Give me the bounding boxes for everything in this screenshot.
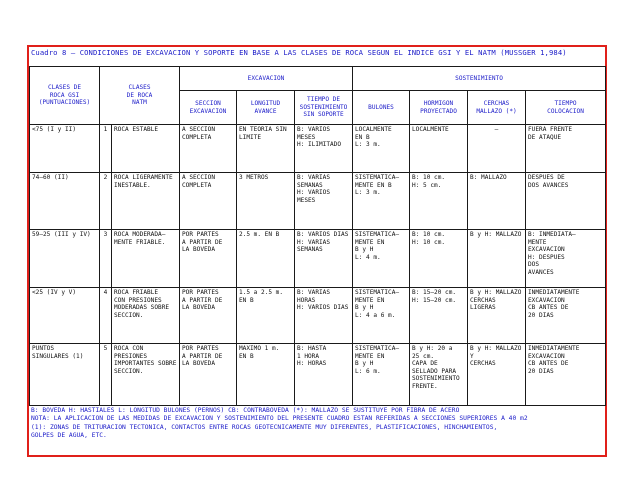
cell-seccion: A SECCION COMPLETA: [180, 125, 237, 173]
header-natm: CLASES DE ROCA NATM: [100, 67, 180, 125]
header-tiempo-colocacion: TIEMPO COLOCACION: [526, 91, 606, 125]
cell-longitud: 3 METROS: [237, 173, 295, 230]
cell-tiempo: B: VARIAS SEMANAS H: VARIOS MESES: [295, 173, 353, 230]
legend-line: B: BOVEDA H: HASTIALES L: LONGITUD BULONES (PERNOS) CB: CONTRABOVEDA (*): MALLAZO SE SUSTITUYE POR FIBRA DE ACERO: [31, 407, 460, 414]
cell-tiempo: B: VARIOS MESES H: ILIMITADO: [295, 125, 353, 173]
header-tiempo-sin-soporte: TIEMPO DE SOSTENIMIENTO SIN SOPORTE: [295, 91, 353, 125]
header-cerchas: CERCHAS MALLAZO (*): [468, 91, 526, 125]
cell-num: 3: [100, 230, 112, 288]
cell-gsi: 59–25 (III y IV): [30, 230, 100, 288]
header-seccion: SECCION EXCAVACION: [180, 91, 237, 125]
cell-natm: ROCA FRIABLE CON PRESIONES MODERADAS SOBRE SECCION.: [112, 288, 180, 344]
cell-bulones: SISTEMATICA– MENTE EN B y H L: 4 a 6 m.: [353, 288, 410, 344]
cell-gsi: <25 (IV y V): [30, 288, 100, 344]
cell-hormigon: B y H: 20 a 25 cm. CAPA DE SELLADO PARA SOSTENIMIENTO FRENTE.: [410, 344, 468, 406]
table-row: [30, 344, 606, 406]
cell-tiempo: B: HASTA 1 HORA H: HORAS: [295, 344, 353, 406]
cell-hormigon: B: 10 cm. H: 10 cm.: [410, 230, 468, 288]
cell-colocacion: DESPUES DE DOS AVANCES: [526, 173, 606, 230]
cell-natm: ROCA CON PRESIONES IMPORTANTES SOBRE SECCION.: [112, 344, 180, 406]
cell-colocacion: FUERA FRENTE DE ATAQUE: [526, 125, 606, 173]
cell-longitud: 1.5 a 2.5 m. EN B: [237, 288, 295, 344]
cell-cerchas: B y H: MALLAZO CERCHAS LIGERAS: [468, 288, 526, 344]
cell-seccion: A SECCION COMPLETA: [180, 173, 237, 230]
table-row: [30, 125, 606, 173]
cell-longitud: EN TEORIA SIN LIMITE: [237, 125, 295, 173]
cell-cerchas: B y H: MALLAZO Y CERCHAS: [468, 344, 526, 406]
header-hormigon: HORMIGON PROYECTADO: [410, 91, 468, 125]
cell-cerchas: —: [468, 125, 526, 173]
table-row: [30, 288, 606, 344]
cell-hormigon: B: 15–20 cm. H: 15–20 cm.: [410, 288, 468, 344]
cell-hormigon: LOCALMENTE: [410, 125, 468, 173]
cell-num: 1: [100, 125, 112, 173]
cell-tiempo: B: VARIAS HORAS H: VARIOS DIAS: [295, 288, 353, 344]
cell-num: 2: [100, 173, 112, 230]
rock-class-table: [29, 66, 606, 406]
cell-bulones: SISTEMATICA– MENTE EN B y H L: 4 m.: [353, 230, 410, 288]
cell-tiempo: B: VARIOS DIAS H: VARIAS SEMANAS: [295, 230, 353, 288]
header-sostenimiento: SOSTENIMIENTO: [353, 67, 606, 91]
header-longitud: LONGITUD AVANCE: [237, 91, 295, 125]
footnote-1a: (1): ZONAS DE TRITURACION TECTONICA, CONTACTOS ENTRE ROCAS GEOTECNICAMENTE MUY DIFERENTES, PLASTIFICACIONES, HINCHAMIENTOS,: [31, 424, 498, 431]
header-excavacion: EXCAVACION: [180, 67, 353, 91]
cell-longitud: 2.5 m. EN B: [237, 230, 295, 288]
cell-cerchas: B y H: MALLAZO: [468, 230, 526, 288]
cell-num: 4: [100, 288, 112, 344]
cell-seccion: POR PARTES A PARTIR DE LA BOVEDA: [180, 288, 237, 344]
nota-line: NOTA: LA APLICACION DE LAS MEDIDAS DE EXCAVACION Y SOSTENIMIENTO DEL PRESENTE CUADRO ESTAN REFERIDAS A SECCIONES SUPERIORES A 40 m2: [31, 415, 528, 422]
cell-gsi: <75 (I y II): [30, 125, 100, 173]
cell-colocacion: INMEDIATAMENTE EXCAVACION CB ANTES DE 20 DIAS: [526, 344, 606, 406]
cell-natm: ROCA MODERADA– MENTE FRIABLE.: [112, 230, 180, 288]
cell-longitud: MAXIMO 1 m. EN B: [237, 344, 295, 406]
footnote-1b: GOLPES DE AGUA, ETC.: [31, 432, 107, 439]
cell-bulones: SISTEMATICA– MENTE EN B y H L: 6 m.: [353, 344, 410, 406]
cell-colocacion: B: INMEDIATA– MENTE EXCAVACION H: DESPUES DOS AVANCES: [526, 230, 606, 288]
cell-hormigon: B: 10 cm. H: 5 cm.: [410, 173, 468, 230]
cell-gsi: 74–60 (II): [30, 173, 100, 230]
cell-colocacion: INMEDIATAMENTE EXCAVACION CB ANTES DE 20 DIAS: [526, 288, 606, 344]
cell-gsi: PUNTOS SINGULARES (1): [30, 344, 100, 406]
header-bulones: BULONES: [353, 91, 410, 125]
cell-natm: ROCA ESTABLE: [112, 125, 180, 173]
table-row: [30, 230, 606, 288]
cell-cerchas: B: MALLAZO: [468, 173, 526, 230]
cell-seccion: POR PARTES A PARTIR DE LA BOVEDA: [180, 230, 237, 288]
cell-bulones: LOCALMENTE EN B L: 3 m.: [353, 125, 410, 173]
table-title: Cuadro 8 — CONDICIONES DE EXCAVACION Y SOPORTE EN BASE A LAS CLASES DE ROCA SEGUN EL INDICE GSI Y EL NATM (MUSSGER 1,984): [31, 48, 567, 57]
cell-seccion: POR PARTES A PARTIR DE LA BOVEDA: [180, 344, 237, 406]
cell-bulones: SISTEMATICA– MENTE EN B L: 3 m.: [353, 173, 410, 230]
table-row: [30, 173, 606, 230]
cell-natm: ROCA LIGERAMENTE INESTABLE.: [112, 173, 180, 230]
header-gsi: CLASES DE ROCA GSI (PUNTUACIONES): [30, 67, 100, 125]
cell-num: 5: [100, 344, 112, 406]
